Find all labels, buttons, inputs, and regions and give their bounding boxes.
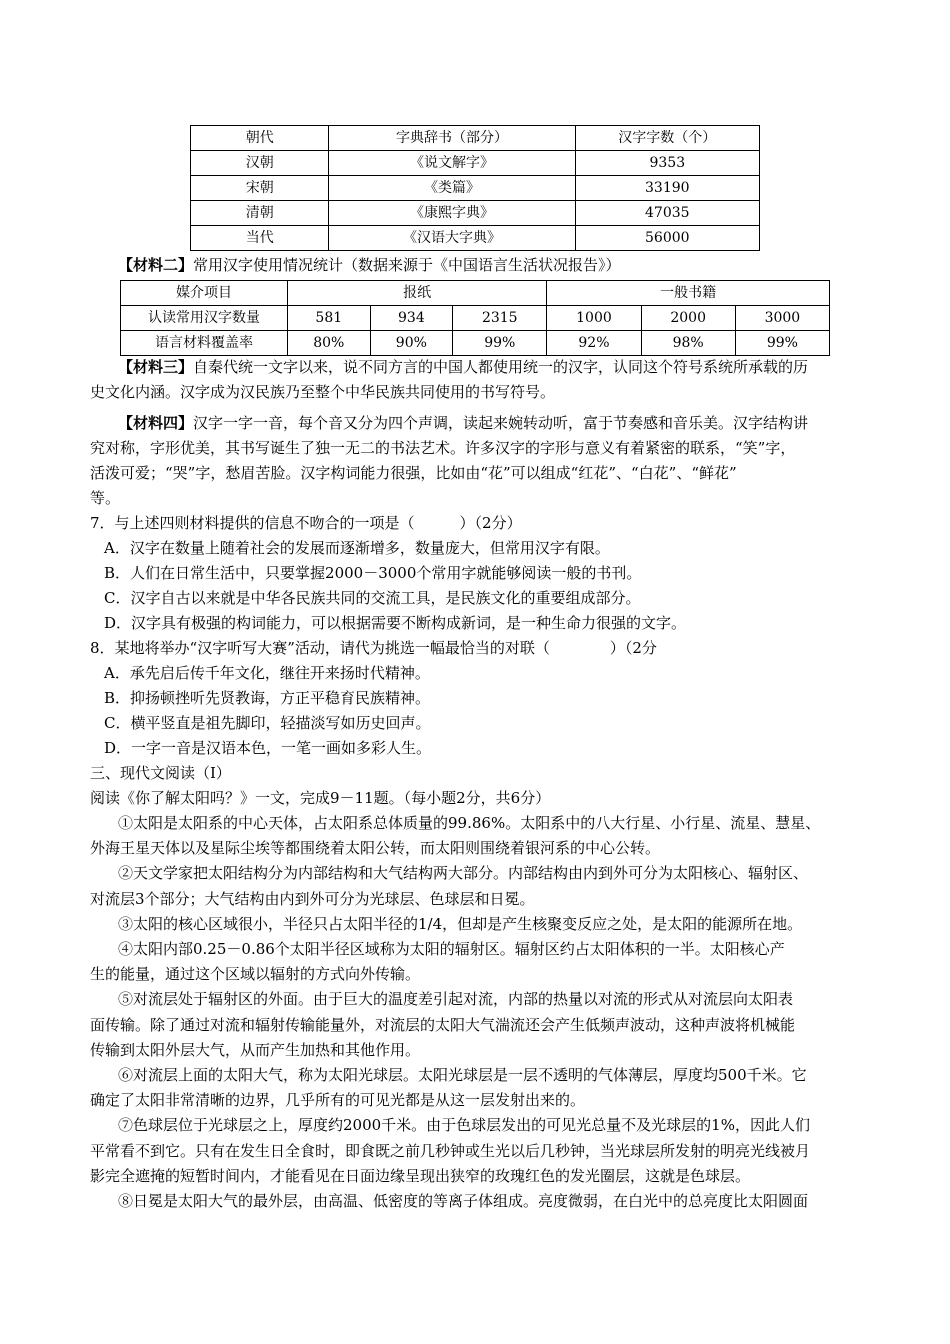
question-7-stem: 7．与上述四则材料提供的信息不吻合的一项是（ ）（2分） bbox=[90, 514, 522, 532]
material4-line bbox=[118, 411, 898, 436]
table-header-cell: 朝代 bbox=[191, 126, 329, 151]
question-8-option-a: A．承先启后传千年文化，继往开来扬时代精神。 bbox=[104, 664, 430, 682]
table-cell: 56000 bbox=[575, 226, 759, 251]
table-cell: 47035 bbox=[575, 201, 759, 226]
table-header-row bbox=[191, 126, 760, 151]
passage-line: ⑤对流层处于辐射区的外面。由于巨大的温度差引起对流，内部的热量以对流的形式从对流层向太阳表 bbox=[118, 990, 794, 1009]
passage-line: ②天文学家把太阳结构分为内部结构和大气结构两大部分。内部结构由内到外可分为太阳核心、辐射区、 bbox=[118, 864, 809, 883]
material4-line: 等。 bbox=[90, 489, 121, 507]
table-header-cell: 汉字字数（个） bbox=[575, 126, 759, 151]
table-cell: 92% bbox=[547, 331, 641, 356]
material2-title bbox=[118, 253, 898, 278]
passage-line: ⑦色球层位于光球层之上，厚度约2000千米。由于色球层发出的可见光总量不及光球层的1%，因此人们 bbox=[118, 1116, 810, 1135]
table-cell: 清朝 bbox=[191, 201, 329, 226]
table-row bbox=[191, 201, 760, 226]
usage-table bbox=[120, 280, 830, 356]
section-intro: 阅读《你了解太阳吗？》一文，完成9－11题。（每小题2分，共6分） bbox=[90, 789, 551, 807]
table-cell: 3000 bbox=[735, 306, 829, 331]
table-cell: 99% bbox=[735, 331, 829, 356]
material3-line: 史文化内涵。汉字成为汉民族乃至整个中华民族共同使用的书写符号。 bbox=[90, 383, 556, 401]
material-text: 汉字一字一音，每个音又分为四个声调，读起来婉转动听，富于节奏感和音乐美。汉字结构讲 bbox=[193, 414, 809, 432]
passage-line: 传输到太阳外层大气，从而产生加热和其他作用。 bbox=[90, 1040, 421, 1059]
table-cell: 2315 bbox=[453, 306, 547, 331]
passage-line: ④太阳内部0.25－0.86个太阳半径区域称为太阳的辐射区。辐射区约占太阳体积的一半。太阳核心产 bbox=[118, 940, 785, 958]
passage-line: 面传输。除了通过对流和辐射传输能量外，对流层的太阳大气湍流还会产生低频声波动，这种声波将机械能 bbox=[90, 1015, 796, 1034]
table-header-cell: 字典辞书（部分） bbox=[329, 126, 575, 151]
passage-line: ③太阳的核心区域很小，半径只占太阳半径的1/4，但却是产生核聚变反应之处，是太阳的能源所在地。 bbox=[118, 914, 803, 933]
table-header-row bbox=[121, 281, 830, 306]
material-tag: 【材料四】 bbox=[118, 414, 194, 432]
passage-line: ①太阳是太阳系的中心天体，占太阳系总体质量的99.86%。太阳系中的八大行星、小行星、流星、慧星、 bbox=[118, 814, 821, 832]
passage-line: 平常看不到它。只有在发生日全食时，即食既之前几秒钟或生光以后几秒钟，当光球层所发射的明亮光线被月 bbox=[90, 1141, 811, 1160]
table-cell: 《康熙字典》 bbox=[329, 201, 575, 226]
question-8-stem: 8．某地将举办“汉字听写大赛”活动，请代为挑选一幅最恰当的对联（ ）（2分 bbox=[90, 639, 657, 657]
passage-line: ⑥对流层上面的太阳大气，称为太阳光球层。太阳光球层是一层不透明的气体薄层，厚度均500千米。它 bbox=[118, 1066, 807, 1084]
table-cell: 当代 bbox=[191, 226, 329, 251]
table-row bbox=[191, 151, 760, 176]
table-row bbox=[121, 306, 830, 331]
material3-line bbox=[118, 355, 898, 380]
material-tag: 【材料二】 bbox=[118, 256, 194, 274]
table-cell: 2000 bbox=[641, 306, 735, 331]
table-cell: 《类篇》 bbox=[329, 176, 575, 201]
question-7-option-a: A．汉字在数量上随着社会的发展而逐渐增多，数量庞大，但常用汉字有限。 bbox=[104, 539, 610, 557]
material-text: 常用汉字使用情况统计（数据来源于《中国语言生活状况报告》） bbox=[193, 256, 621, 274]
question-7-option-b: B．人们在日常生活中，只要掌握2000－3000个常用字就能够阅读一般的书刊。 bbox=[104, 564, 642, 582]
passage-line: 影完全遮掩的短暂时间内，才能看见在日面边缘呈现出狭窄的玫瑰红色的发光圈层，这就是色球层。 bbox=[90, 1166, 751, 1185]
table-cell: 90% bbox=[370, 331, 453, 356]
table-cell: 99% bbox=[453, 331, 547, 356]
table-cell: 98% bbox=[641, 331, 735, 356]
table-cell: 汉朝 bbox=[191, 151, 329, 176]
table-header-cell: 一般书籍 bbox=[547, 281, 830, 306]
passage-line: 生的能量，通过这个区域以辐射的方式向外传输。 bbox=[90, 965, 421, 984]
table-cell: 9353 bbox=[575, 151, 759, 176]
question-7-option-d: D．汉字具有极强的构词能力，可以根据需要不断构成新词，是一种生命力很强的文字。 bbox=[104, 614, 687, 632]
passage-line: 确定了太阳非常清晰的边界，几乎所有的可见光都是从这一层发射出来的。 bbox=[90, 1091, 586, 1110]
passage-line: ⑧日冕是太阳大气的最外层，由高温、低密度的等离子体组成。亮度微弱，在白光中的总亮度比太阳圆面 bbox=[118, 1192, 809, 1210]
table-cell: 语言材料覆盖率 bbox=[121, 331, 288, 356]
passage-line: 对流层3个部分；大气结构由内到外可分为光球层、色球层和日冕。 bbox=[90, 889, 535, 908]
passage-line: 外海王星天体以及星际尘埃等都围绕着太阳公转，而太阳则围绕着银河系的中心公转。 bbox=[90, 839, 661, 858]
table-header-cell: 媒介项目 bbox=[121, 281, 288, 306]
question-7-option-c: C．汉字自古以来就是中华各民族共同的交流工具，是民族文化的重要组成部分。 bbox=[104, 589, 641, 607]
material4-line: 究对称，字形优美，其书写诞生了独一无二的书法艺术。许多汉字的字形与意义有着紧密的联系，“笑”字， bbox=[90, 439, 796, 457]
table-cell: 33190 bbox=[575, 176, 759, 201]
material-tag: 【材料三】 bbox=[118, 358, 194, 376]
dictionary-table bbox=[190, 125, 760, 251]
question-8-option-c: C．横平竖直是祖先脚印，轻描淡写如历史回声。 bbox=[104, 714, 431, 732]
material-text: 自秦代统一文字以来，说不同方言的中国人都使用统一的汉字，认同这个符号系统所承载的历 bbox=[193, 358, 809, 376]
table-row bbox=[191, 176, 760, 201]
table-cell: 581 bbox=[288, 306, 371, 331]
table-cell: 80% bbox=[288, 331, 371, 356]
question-8-option-b: B．抑扬顿挫听先贤教诲，方正平稳育民族精神。 bbox=[104, 689, 431, 707]
table-cell: 宋朝 bbox=[191, 176, 329, 201]
table-cell: 934 bbox=[370, 306, 453, 331]
table-cell: 1000 bbox=[547, 306, 641, 331]
table-cell: 认读常用汉字数量 bbox=[121, 306, 288, 331]
table-row bbox=[191, 226, 760, 251]
question-8-option-d: D．一字一音是汉语本色，一笔一画如多彩人生。 bbox=[104, 739, 432, 757]
material4-line: 活泼可爱；“哭”字，愁眉苦脸。汉字构词能力很强，比如由“花”可以组成“红花”、“白花”、“鲜花” bbox=[90, 464, 737, 482]
table-header-cell: 报纸 bbox=[288, 281, 547, 306]
table-row bbox=[121, 331, 830, 356]
table-cell: 《说文解字》 bbox=[329, 151, 575, 176]
section-heading: 三、现代文阅读（Ⅰ） bbox=[90, 764, 231, 782]
table-cell: 《汉语大字典》 bbox=[329, 226, 575, 251]
